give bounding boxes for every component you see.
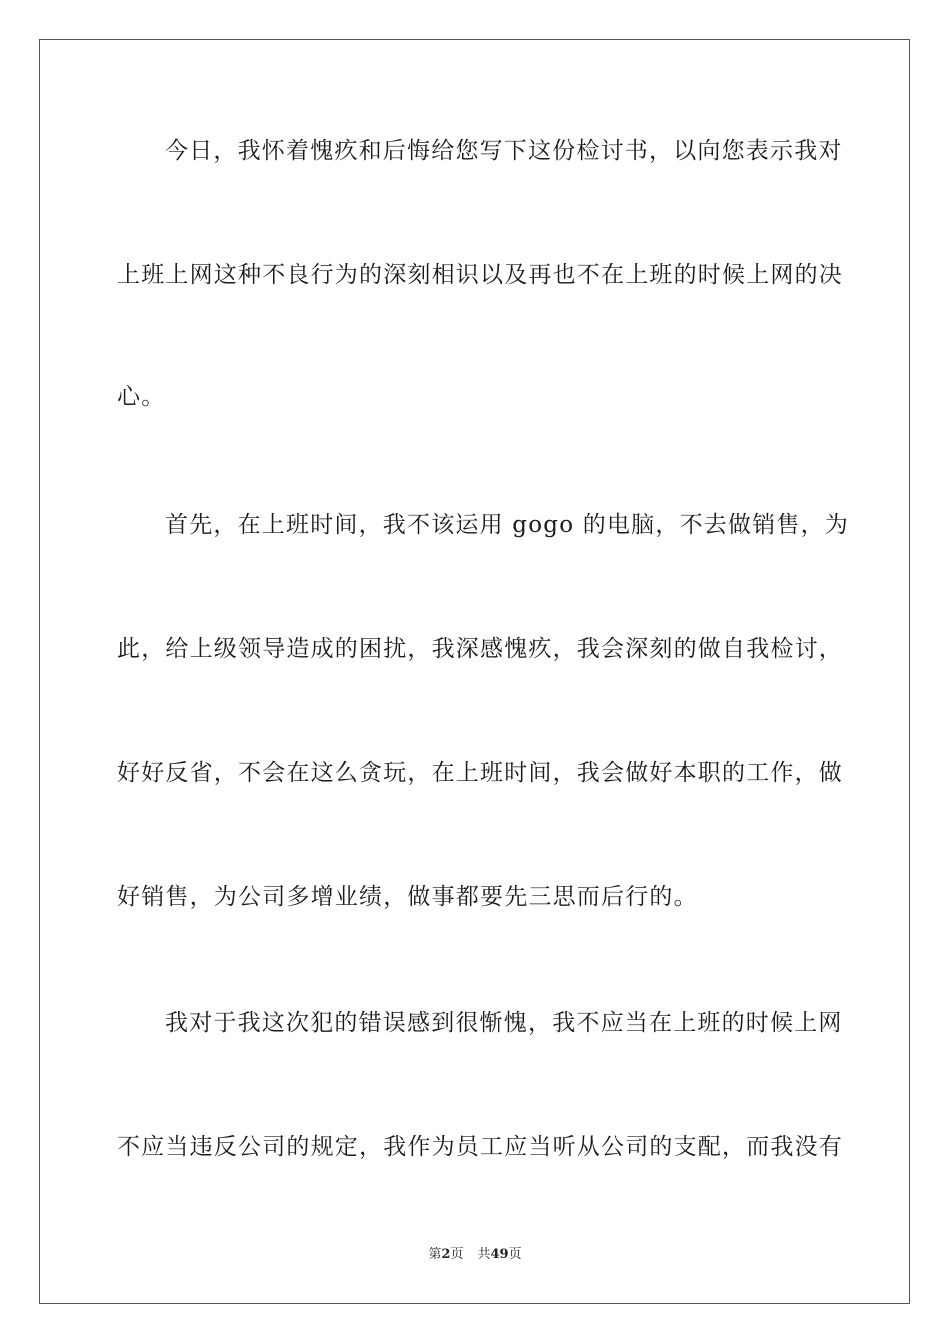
paragraph-2-line-2: 此，给上级领导造成的困扰，我深感愧疚，我会深刻的做自我检讨，	[117, 636, 843, 662]
page-footer	[0, 1246, 950, 1264]
page-suffix: 页	[450, 1247, 464, 1262]
paragraph-2-line-3: 好好反省，不会在这么贪玩，在上班时间，我会做好本职的工作，做	[117, 760, 843, 786]
total-pages: 49	[490, 1247, 509, 1262]
paragraph-1-line-2: 上班上网这种不良行为的深刻相识以及再也不在上班的时候上网的决	[117, 262, 843, 288]
page-border	[39, 39, 910, 1304]
paragraph-3-line-2: 不应当违反公司的规定，我作为员工应当听从公司的支配，而我没有	[117, 1134, 843, 1160]
total-suffix: 页	[508, 1247, 522, 1262]
total-prefix: 共	[477, 1247, 491, 1262]
paragraph-1-line-1: 今日，我怀着愧疚和后悔给您写下这份检讨书，以向您表示我对	[165, 138, 843, 164]
paragraph-3-line-1: 我对于我这次犯的错误感到很惭愧，我不应当在上班的时候上网	[165, 1010, 843, 1036]
paragraph-2-line-1: 首先，在上班时间，我不该运用 gogo 的电脑，不去做销售，为	[165, 512, 849, 538]
page-number: 2	[441, 1247, 451, 1262]
page-prefix: 第	[428, 1247, 442, 1262]
paragraph-1-line-3: 心。	[117, 384, 166, 410]
paragraph-2-line-4: 好销售，为公司多增业绩，做事都要先三思而后行的。	[117, 884, 698, 910]
